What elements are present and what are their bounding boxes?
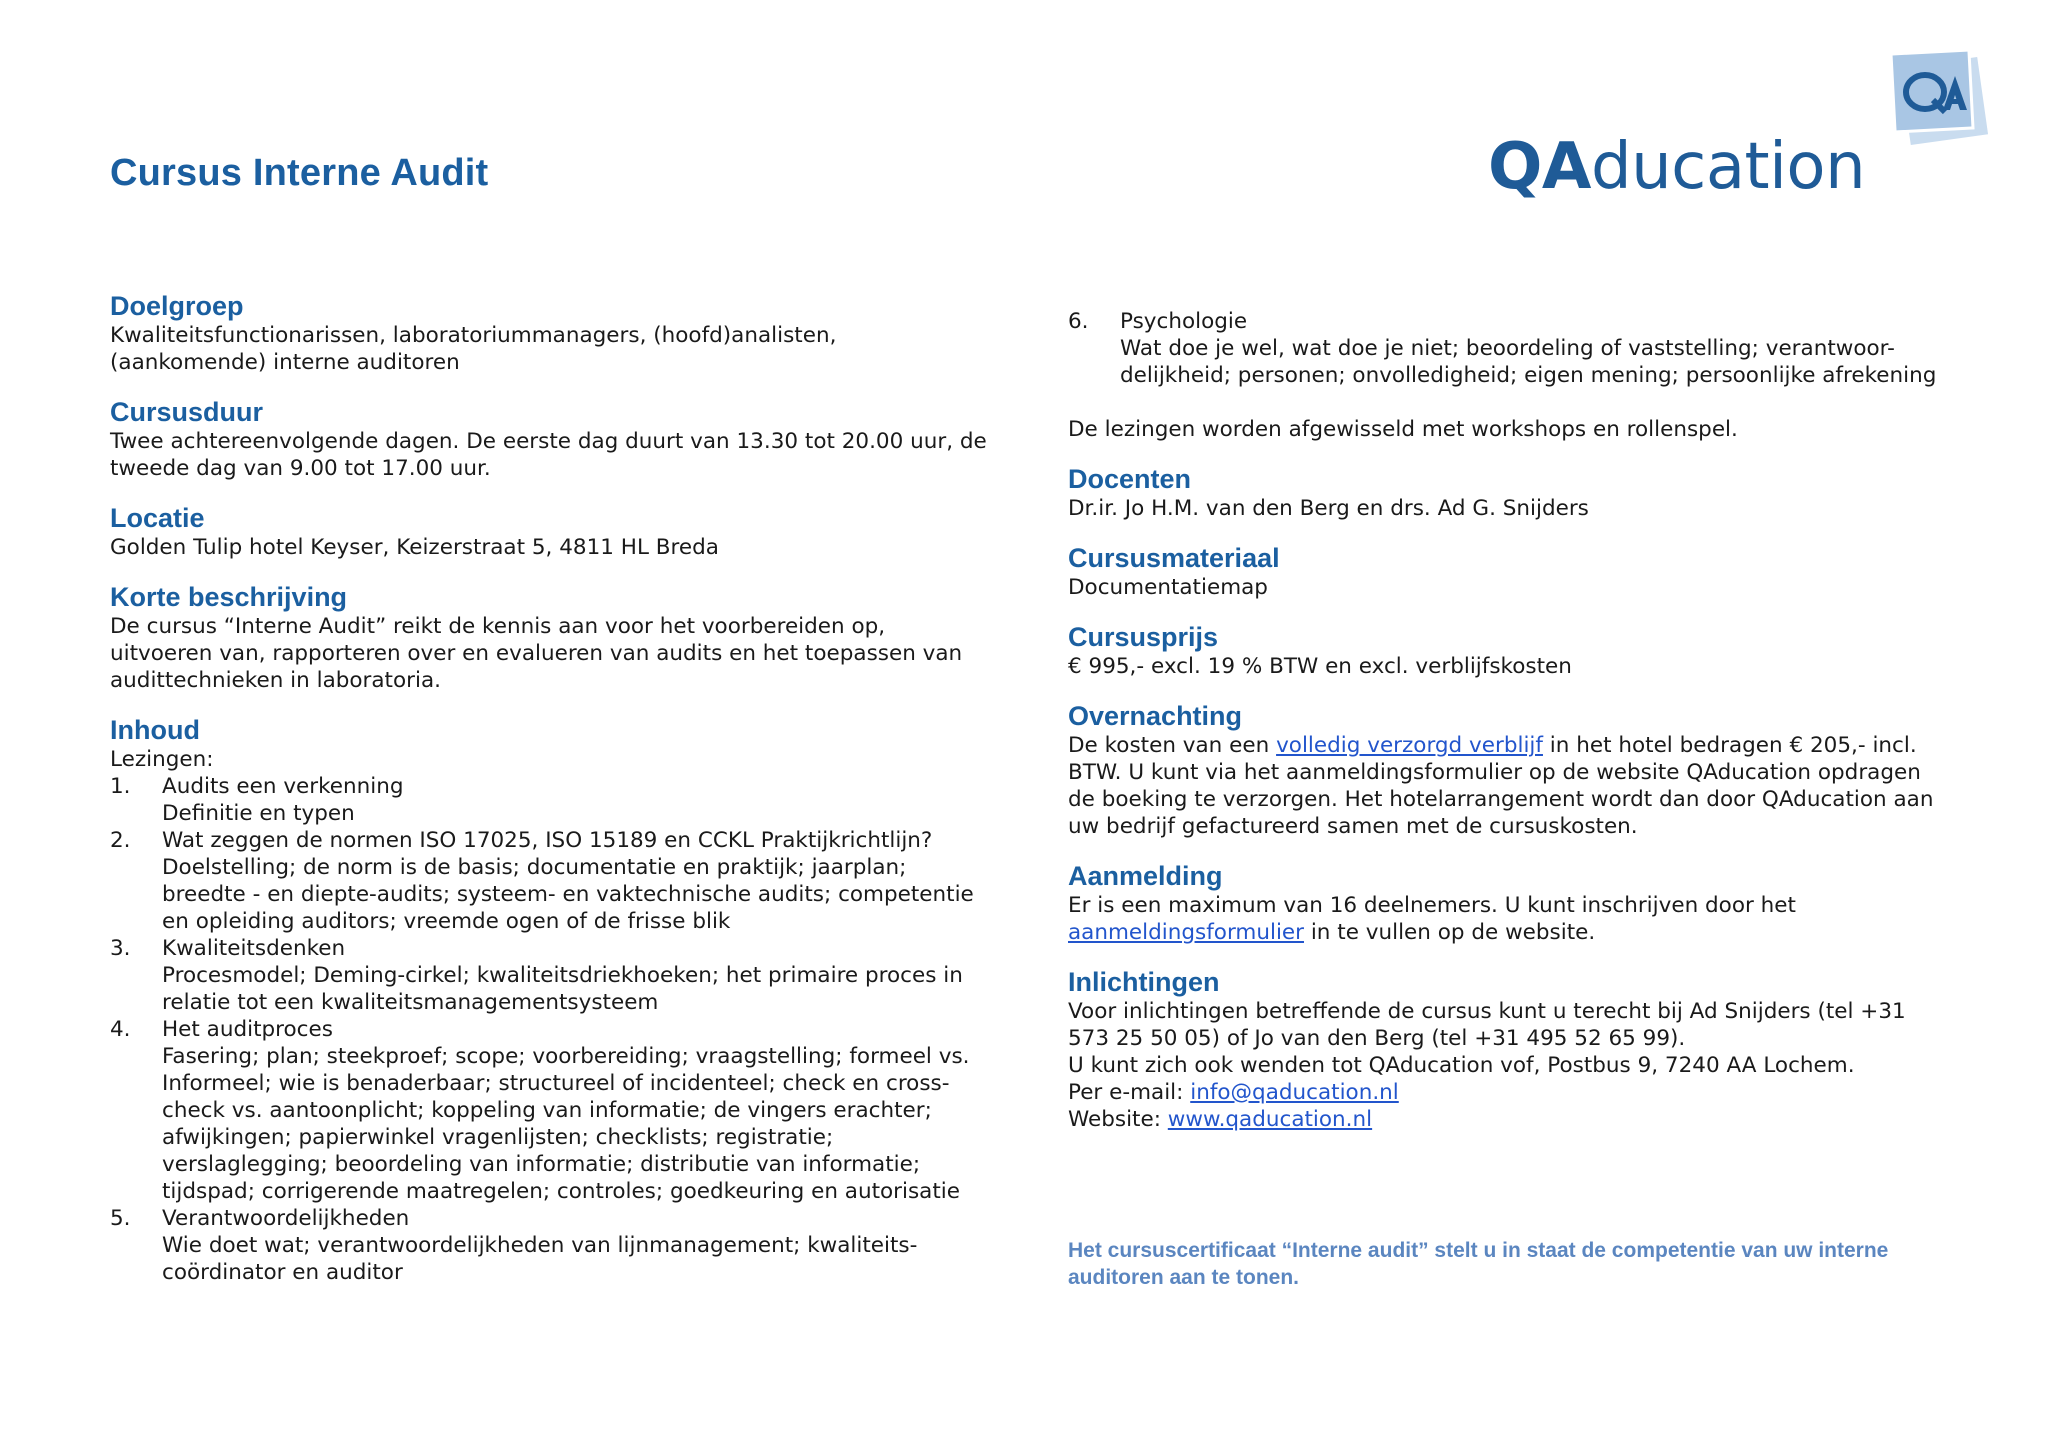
lecture-item <box>110 935 990 1016</box>
text-aanmelding <box>1068 892 1948 946</box>
lecture-item <box>110 1016 990 1205</box>
text-docenten: Dr.ir. Jo H.M. van den Berg en drs. Ad G. Snijders <box>1068 496 1589 521</box>
text-overnachting <box>1068 732 1948 840</box>
section-cursusduur <box>110 396 990 482</box>
lecture-description: Fasering; plan; steekproef; scope; voorbereiding; vraagstelling; formeel vs. Informeel; wie is benaderbaar; structureel of incidenteel; check en cross-check vs. aantoonplicht; koppeling van informatie; de vingers erachter; afwijkingen; papierwinkel vragenlijsten; checklists; registratie; verslaglegging; beoordeling van informatie; distributie van informatie; tijdspad; corrigerende maatregelen; controles; goedkeuring en autorisatie <box>162 1044 970 1204</box>
website-link[interactable]: www.qaducation.nl <box>1167 1107 1373 1132</box>
verblijf-link[interactable]: volledig verzorgd verblijf <box>1276 733 1543 758</box>
logo-wordmark-bold: QA <box>1488 130 1591 204</box>
heading-cursusmateriaal: Cursusmateriaal <box>1068 543 1280 573</box>
lecture-number: 1. <box>110 774 131 799</box>
lecture-item <box>110 1205 990 1286</box>
text-cursusmateriaal: Documentatiemap <box>1068 575 1268 600</box>
text-inhoud-closing: De lezingen worden afgewisseld met workshops en rollenspel. <box>1068 417 1738 442</box>
section-cursusprijs <box>1068 621 1948 680</box>
lecture-list <box>110 773 990 1286</box>
text-locatie: Golden Tulip hotel Keyser, Keizerstraat 5, 4811 HL Breda <box>110 535 719 560</box>
heading-inhoud: Inhoud <box>110 715 200 745</box>
qaducation-logo <box>1480 40 2000 215</box>
lecture-number: 4. <box>110 1017 131 1042</box>
lecture-title: Wat zeggen de normen ISO 17025, ISO 15189 en CCKL Praktijkrichtlijn? <box>162 828 933 853</box>
heading-locatie: Locatie <box>110 503 205 533</box>
lecture-number: 3. <box>110 936 131 961</box>
text-inlichtingen-address: U kunt zich ook wenden tot QAducation vof, Postbus 9, 7240 AA Lochem. <box>1068 1053 1855 1078</box>
certificate-note: Het cursuscertificaat “Interne audit” stelt u in staat de competentie van uw interne auditoren aan te tonen. <box>1068 1239 1889 1289</box>
aanmelding-text-after: in te vullen op de website. <box>1304 920 1596 945</box>
lecture-number: 2. <box>110 828 131 853</box>
section-inlichtingen <box>1068 966 1948 1133</box>
aanmeldingsformulier-link[interactable]: aanmeldingsformulier <box>1068 920 1304 945</box>
email-line <box>1068 1079 1948 1106</box>
lecture-title: Audits een verkenning <box>162 774 404 799</box>
lecture-number: 5. <box>110 1206 131 1231</box>
lecture-title: Kwaliteitsdenken <box>162 936 346 961</box>
text-inlichtingen-contacts: Voor inlichtingen betreffende de cursus kunt u terecht bij Ad Snijders (tel +31 573 25 50 05) of Jo van den Berg (tel +31 495 52 65 99). <box>1068 999 1906 1051</box>
lecture-item <box>110 827 990 935</box>
lecture-item <box>1068 308 1948 389</box>
email-link[interactable]: info@qaducation.nl <box>1190 1080 1399 1105</box>
lecture-description: Wat doe je wel, wat doe je niet; beoordeling of vaststelling; verantwoor-delijkheid; personen; onvolledigheid; eigen mening; persoonlijke afrekening <box>1120 336 1937 388</box>
overnachting-text-after: in het hotel bedragen € 205,- incl. BTW. U kunt via het aanmeldingsformulier op de website QAducation opdragen de boeking te verzorgen. Het hotelarrangement wordt dan door QAducation aan uw bedrijf gefactureerd samen met de cursuskosten. <box>1068 733 1934 839</box>
lecture-title: Psychologie <box>1120 309 1248 334</box>
logo-wordmark <box>1488 130 1866 204</box>
lecture-item <box>110 773 990 827</box>
heading-inlichtingen: Inlichtingen <box>1068 967 1220 997</box>
heading-cursusduur: Cursusduur <box>110 397 264 427</box>
page-title: Cursus Interne Audit <box>110 152 489 194</box>
heading-doelgroep: Doelgroep <box>110 291 244 321</box>
section-inhoud <box>110 714 990 1286</box>
website-line <box>1068 1106 1948 1133</box>
text-cursusduur: Twee achtereenvolgende dagen. De eerste dag duurt van 13.30 tot 20.00 uur, de tweede dag van 9.00 tot 17.00 uur. <box>110 429 987 481</box>
logo-wordmark-rest: ducation <box>1590 130 1866 204</box>
text-beschrijving: De cursus “Interne Audit” reikt de kennis aan voor het voorbereiden op, uitvoeren van, rapporteren over en evalueren van audits en het toepassen van audittechnieken in laboratoria. <box>110 614 963 693</box>
heading-aanmelding: Aanmelding <box>1068 861 1223 891</box>
lecture-title: Het auditproces <box>162 1017 333 1042</box>
section-docenten <box>1068 463 1948 522</box>
section-doelgroep <box>110 290 990 376</box>
left-column <box>110 290 990 1306</box>
section-aanmelding <box>1068 860 1948 946</box>
lecture-description: Definitie en typen <box>162 801 355 826</box>
heading-overnachting: Overnachting <box>1068 701 1243 731</box>
overnachting-text-before: De kosten van een <box>1068 733 1277 758</box>
section-beschrijving <box>110 581 990 694</box>
heading-cursusprijs: Cursusprijs <box>1068 622 1219 652</box>
heading-docenten: Docenten <box>1068 464 1192 494</box>
heading-beschrijving: Korte beschrijving <box>110 582 348 612</box>
text-doelgroep: Kwaliteitsfunctionarissen, laboratoriummanagers, (hoofd)analisten, (aankomende) interne auditoren <box>110 323 837 375</box>
qa-badge-icon <box>1883 40 1993 150</box>
lecture-description: Doelstelling; de norm is de basis; documentatie en praktijk; jaarplan; breedte - en diepte-audits; systeem- en vaktechnische audits; competentie en opleiding auditors; vreemde ogen of de frisse blik <box>162 855 974 934</box>
aanmelding-text-before: Er is een maximum van 16 deelnemers. U kunt inschrijven door het <box>1068 893 1796 918</box>
section-overnachting <box>1068 700 1948 840</box>
email-label: Per e-mail: <box>1068 1080 1191 1105</box>
section-cursusmateriaal <box>1068 542 1948 601</box>
lecture-description: Wie doet wat; verantwoordelijkheden van lijnmanagement; kwaliteits-coördinator en auditor <box>162 1233 918 1285</box>
text-inhoud-intro: Lezingen: <box>110 747 214 772</box>
lecture-list-continued <box>1068 308 1948 389</box>
text-cursusprijs: € 995,- excl. 19 % BTW en excl. verblijfskosten <box>1068 654 1572 679</box>
lecture-number: 6. <box>1068 309 1089 334</box>
lecture-title: Verantwoordelijkheden <box>162 1206 410 1231</box>
section-inhoud-continued <box>1068 290 1948 443</box>
section-locatie <box>110 502 990 561</box>
website-label: Website: <box>1068 1107 1168 1132</box>
right-column <box>1068 290 1948 1153</box>
lecture-description: Procesmodel; Deming-cirkel; kwaliteitsdriekhoeken; het primaire proces in relatie tot een kwaliteitsmanagementsysteem <box>162 963 963 1015</box>
